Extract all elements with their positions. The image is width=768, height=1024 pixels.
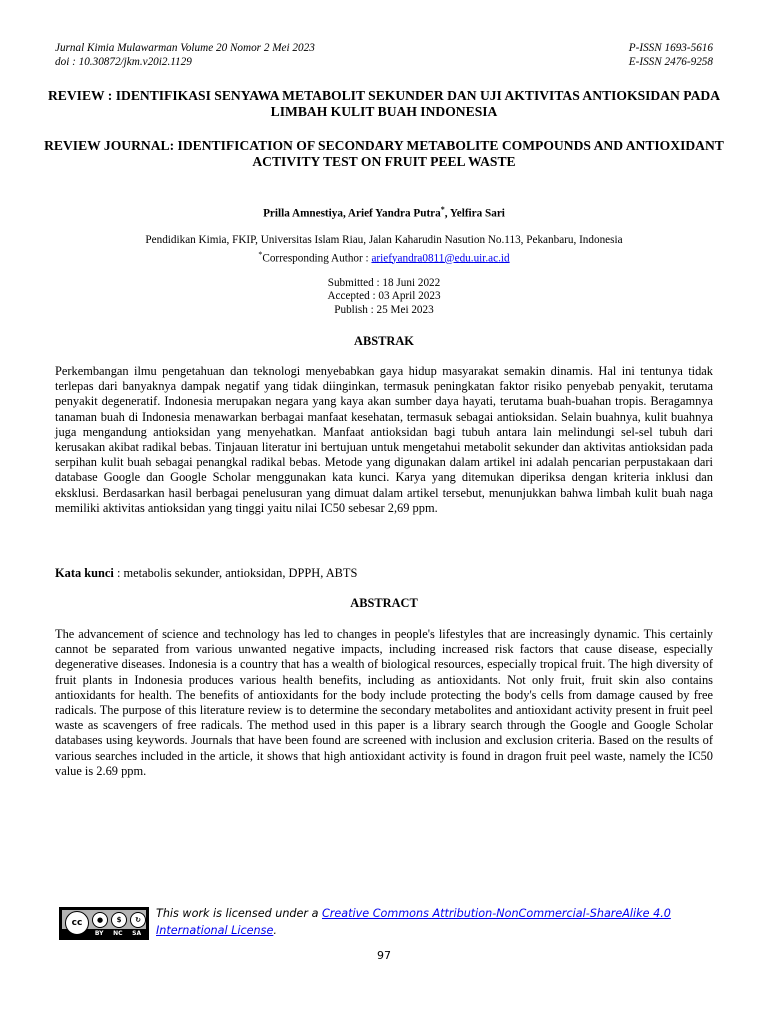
author-names-2: , Yelfira Sari bbox=[444, 207, 505, 220]
cc-badge-icons bbox=[62, 910, 146, 929]
e-issn: E-ISSN 2476-9258 bbox=[628, 55, 713, 68]
keywords-label: Kata kunci bbox=[55, 566, 114, 580]
corresponding-author bbox=[0, 248, 768, 266]
affiliation: Pendidikan Kimia, FKIP, Universitas Islam Riau, Jalan Kaharudin Nasution No.113, Pekanbaru, Indonesia bbox=[145, 234, 623, 246]
doi: doi : 10.30872/jkm.v20i2.1129 bbox=[55, 55, 192, 68]
affiliation-block bbox=[0, 234, 768, 266]
cc-nc-label: NC bbox=[113, 930, 123, 937]
corresponding-author-label: Corresponding Author : bbox=[262, 252, 372, 265]
keywords-text: : metabolis sekunder, antioksidan, DPPH, ABTS bbox=[113, 566, 358, 580]
license-prefix: This work is licensed under a bbox=[156, 907, 322, 920]
p-issn: P-ISSN 1693-5616 bbox=[628, 42, 713, 54]
license-suffix: . bbox=[273, 924, 277, 937]
submitted-date: Submitted : 18 Juni 2022 bbox=[327, 277, 441, 289]
page-number: 97 bbox=[377, 949, 391, 962]
attribution-icon: ● bbox=[92, 912, 108, 928]
keywords bbox=[55, 566, 713, 581]
cc-badge-labels bbox=[90, 930, 146, 938]
license-statement bbox=[156, 905, 718, 939]
cc-sa-label: SA bbox=[132, 930, 142, 937]
noncommercial-icon: $ bbox=[111, 912, 127, 928]
cc-logo-icon: cc bbox=[65, 911, 89, 935]
author-list bbox=[0, 205, 768, 220]
title-indonesian: REVIEW : IDENTIFIKASI SENYAWA METABOLIT SEKUNDER DAN UJI AKTIVITAS ANTIOKSIDAN PADA LIMBAH KULIT BUAH INDONESIA bbox=[47, 88, 721, 119]
publish-date: Publish : 25 Mei 2023 bbox=[334, 303, 434, 316]
cc-by-label: BY bbox=[94, 930, 104, 937]
email-link[interactable]: ariefyandra0811@edu.uir.ac.id bbox=[371, 252, 510, 265]
abstrak-heading: ABSTRAK bbox=[354, 334, 414, 348]
author-names-1: Prilla Amnestiya, Arief Yandra Putra bbox=[263, 207, 441, 220]
sharealike-icon: ↻ bbox=[130, 912, 146, 928]
title-english: REVIEW JOURNAL: IDENTIFICATION OF SECONDARY METABOLITE COMPOUNDS AND ANTIOXIDANT ACTIVITY TEST ON FRUIT PEEL WASTE bbox=[44, 138, 724, 169]
cc-license-badge[interactable] bbox=[59, 907, 149, 940]
abstract-heading: ABSTRACT bbox=[350, 596, 418, 610]
license-link[interactable]: Creative Commons Attribution-NonCommercial-ShareAlike 4.0 International License bbox=[156, 907, 671, 937]
corresponding-author-mark: * bbox=[258, 249, 263, 259]
running-header bbox=[55, 42, 713, 69]
dates-block bbox=[0, 277, 768, 317]
abstrak-text: Perkembangan ilmu pengetahuan dan teknologi menyebabkan gaya hidup masyarakat semakin dinamis. Hal ini tentunya tidak terlepas dari banyaknya dampak negatif yang tidak diinginkan, termasuk peningkatan faktor risiko penyebab penyakit, terutama penyakit degeneratif. Indonesia merupakan negara yang kaya akan sumber daya hayati, terutama buah-buahan tropis. Beragamnya tanaman buah di Indonesia menawarkan berbagai manfaat kesehatan, termasuk sebagai antioksidan. Selain buahnya, kulit buahnya juga mengandung antioksidan yang menyehatkan. Manfaat antioksidan bagi tubuh antara lain melindungi sel-sel tubuh dari kerusakan akibat radikal bebas. Tinjauan literatur ini bertujuan untuk mengetahui metabolit sekunder dan aktivitas antioksidan pada serpihan kulit buah sebagai penangkal radikal bebas. Metode yang digunakan dalam artikel ini adalah pencarian perpustakaan dari database Google dan Google Scholar menggunakan kata kunci. Karya yang ditemukan diperiksa dengan kriteria inklusi dan eksklusi. Berdasarkan hasil berbagai penelusuran yang dimuat dalam artikel tersebut, menunjukkan bahwa limbah kulit buah naga memiliki aktivitas antioksidan yang tinggi yaitu nilai IC50 sebesar 2,69 ppm. bbox=[55, 364, 713, 515]
abstract-text: The advancement of science and technology has led to changes in people's lifestyles that are increasingly dynamic. This certainly cannot be separated from various unwanted negative impacts, including increased risk factors that cause disease, especially degenerative diseases. Indonesia is a country that has a wealth of biological resources, especially tropical fruit. The high diversity of fruit plants in Indonesia produces various health benefits, including as antioxidants. Not only fruit, fruit skin also contains antioxidants for health. The benefits of antioxidants for the body include protecting the body's cells from damage caused by free radicals. The purpose of this literature review is to determine the secondary metabolites and antioxidant activity present in fruit peel waste as scavengers of free radicals. The method used in this paper is a library search through the Google and Google Scholar databases using keywords. Journals that have been found are screened with inclusion and exclusion criteria. Based on the results of various searches included in the article, it shows that high antioxidant activity is found in dragon fruit peel waste, namely the IC50 value is 2.69 ppm. bbox=[55, 627, 713, 778]
accepted-date: Accepted : 03 April 2023 bbox=[327, 290, 441, 303]
journal-name: Jurnal Kimia Mulawarman Volume 20 Nomor 2 Mei 2023 bbox=[55, 42, 315, 54]
corresponding-mark: * bbox=[440, 205, 445, 214]
